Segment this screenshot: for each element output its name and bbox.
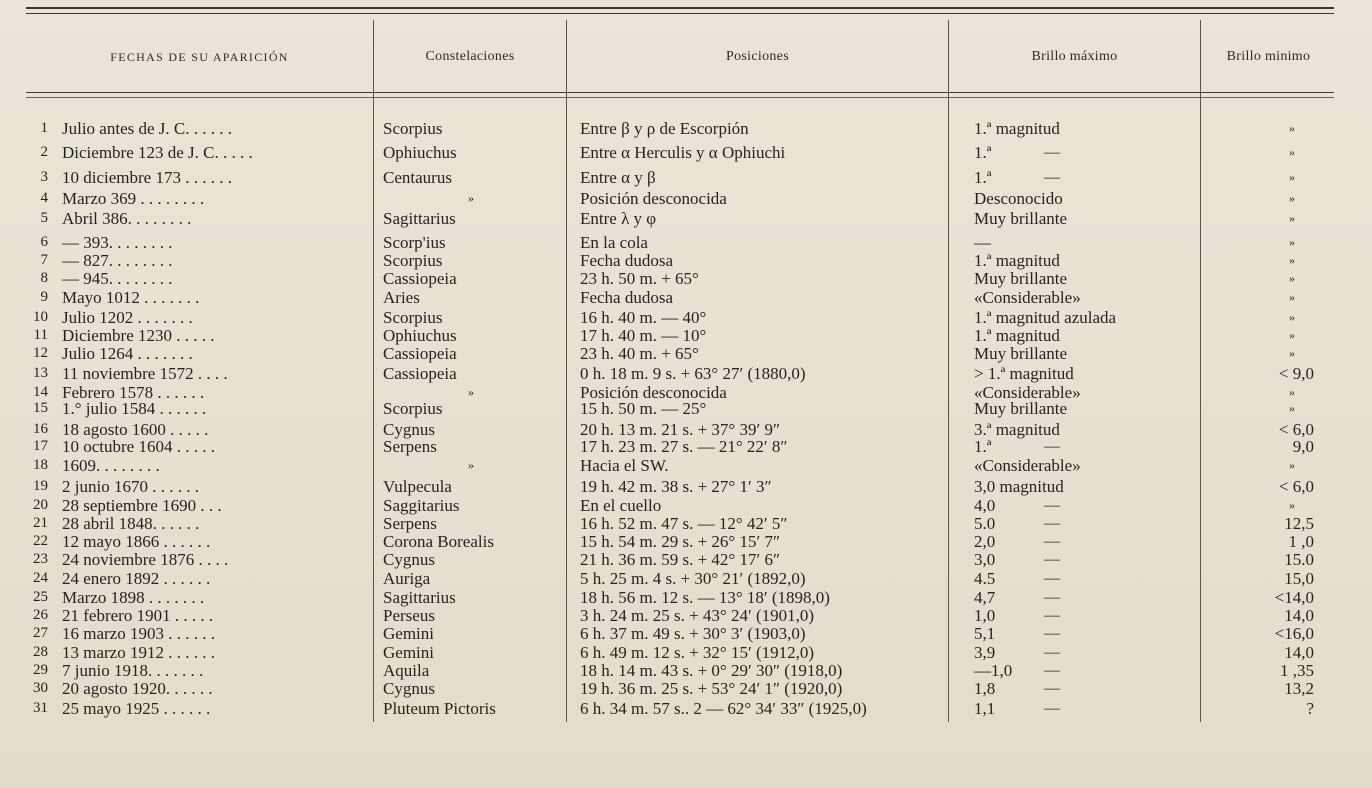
ditto-dash: — — [1044, 169, 1060, 186]
constelacion-cell: » — [468, 191, 474, 205]
brillo-maximo-cell: Muy brillante — [974, 344, 1068, 363]
posicion-cell: Entre β y ρ de Escorpión — [580, 119, 749, 138]
brillo-minimo-cell: 1 ,35 — [1280, 661, 1314, 680]
fecha-cell: Diciembre 123 de J. C. . . . . — [62, 143, 253, 162]
constelacion-cell: Sagittarius — [383, 209, 456, 228]
header-bottom-rule-2 — [26, 97, 1334, 98]
row-number: 31 — [33, 700, 48, 716]
fecha-cell: Marzo 1898 . . . . . . . — [62, 588, 205, 607]
row-number: 27 — [33, 625, 48, 641]
constelacion-cell: Gemini — [383, 643, 434, 662]
posicion-cell: 6 h. 37 m. 49 s. + 30° 3′ (1903,0) — [580, 624, 806, 643]
posicion-cell: 6 h. 49 m. 12 s. + 32° 15′ (1912,0) — [580, 643, 815, 662]
brillo-minimo-cell: » — [1289, 271, 1295, 285]
row-number: 12 — [33, 345, 48, 361]
fecha-cell: 12 mayo 1866 . . . . . . — [62, 532, 211, 551]
brillo-minimo-cell: » — [1289, 121, 1295, 135]
fecha-cell: 24 enero 1892 . . . . . . — [62, 569, 211, 588]
row-number: 20 — [33, 497, 48, 513]
constelacion-cell: Cygnus — [383, 550, 435, 569]
constelacion-cell: » — [468, 458, 474, 472]
brillo-minimo-cell: » — [1289, 310, 1295, 324]
table-row — [0, 662, 1372, 679]
brillo-maximo-cell: Desconocido — [974, 189, 1063, 208]
brillo-maximo-cell: 1,8 — [974, 679, 996, 698]
table-row — [0, 120, 1372, 137]
ditto-dash: — — [1044, 570, 1060, 587]
ditto-dash: — — [1044, 700, 1060, 717]
brillo-minimo-cell: 12,5 — [1284, 514, 1314, 533]
posicion-cell: 23 h. 50 m. + 65° — [580, 269, 699, 288]
ditto-dash: — — [1044, 589, 1060, 606]
brillo-maximo-cell: 1.ª magnitud — [974, 119, 1060, 138]
row-number: 25 — [33, 589, 48, 605]
posicion-cell: Entre α y β — [580, 168, 656, 187]
posicion-cell: 17 h. 40 m. — 10° — [580, 326, 707, 345]
fecha-cell: 2 junio 1670 . . . . . . — [62, 477, 199, 496]
row-number: 29 — [33, 662, 48, 678]
constelacion-cell: Scorpius — [383, 399, 443, 418]
posicion-cell: 23 h. 40 m. + 65° — [580, 344, 699, 363]
fecha-cell: 11 noviembre 1572 . . . . — [62, 364, 228, 383]
row-number: 22 — [33, 533, 48, 549]
posicion-cell: Fecha dudosa — [580, 251, 674, 270]
constelacion-cell: Ophiuchus — [383, 326, 457, 345]
fecha-cell: 28 septiembre 1690 . . . — [62, 496, 222, 515]
table-row — [0, 680, 1372, 697]
constelacion-cell: Saggitarius — [383, 496, 460, 515]
posicion-cell: 17 h. 23 m. 27 s. — 21° 22′ 8″ — [580, 437, 788, 456]
brillo-maximo-cell: 1,0 — [974, 606, 996, 625]
constelacion-cell: Ophiuchus — [383, 143, 457, 162]
constelacion-cell: Auriga — [383, 569, 431, 588]
fecha-cell: 28 abril 1848. . . . . . — [62, 514, 200, 533]
header-brillo-maximo-label: Brillo máximo — [1031, 49, 1118, 64]
fecha-cell: 1609. . . . . . . . — [62, 456, 160, 475]
table-row — [0, 289, 1372, 306]
posicion-cell: 15 h. 50 m. — 25° — [580, 399, 707, 418]
brillo-minimo-cell: » — [1289, 385, 1295, 399]
fecha-cell: Julio 1264 . . . . . . . — [62, 344, 193, 363]
table-row — [0, 234, 1372, 251]
constelacion-cell: Perseus — [383, 606, 435, 625]
table-row — [0, 210, 1372, 227]
ditto-dash: — — [1044, 680, 1060, 697]
constelacion-cell: Cassiopeia — [383, 269, 457, 288]
posicion-cell: 19 h. 36 m. 25 s. + 53° 24′ 1″ (1920,0) — [580, 679, 843, 698]
fecha-cell: 18 agosto 1600 . . . . . — [62, 420, 209, 439]
row-number: 16 — [33, 421, 48, 437]
brillo-maximo-cell: 2,0 — [974, 532, 996, 551]
constelacion-cell: Serpens — [383, 437, 437, 456]
brillo-minimo-cell: » — [1289, 235, 1295, 249]
fecha-cell: — 827. . . . . . . . — [62, 251, 173, 270]
brillo-minimo-cell: » — [1289, 253, 1295, 267]
fecha-cell: Abril 386. . . . . . . . — [62, 209, 192, 228]
brillo-minimo-cell: <14,0 — [1274, 588, 1314, 607]
row-number: 10 — [33, 309, 48, 325]
row-number: 7 — [40, 252, 48, 268]
ditto-dash: — — [1044, 625, 1060, 642]
header-constelaciones — [374, 20, 566, 94]
header-brillo-minimo — [1201, 20, 1336, 94]
constelacion-cell: Cygnus — [383, 679, 435, 698]
posicion-cell: 18 h. 14 m. 43 s. + 0° 29′ 30″ (1918,0) — [580, 661, 843, 680]
constelacion-cell: Corona Borealis — [383, 532, 494, 551]
posicion-cell: 18 h. 56 m. 12 s. — 13° 18′ (1898,0) — [580, 588, 830, 607]
row-number: 2 — [40, 144, 48, 160]
brillo-maximo-cell: — — [974, 233, 991, 252]
row-number: 14 — [33, 384, 48, 400]
fecha-cell: Mayo 1012 . . . . . . . — [62, 288, 200, 307]
posicion-cell: 20 h. 13 m. 21 s. + 37° 39′ 9″ — [580, 420, 781, 439]
brillo-minimo-cell: » — [1289, 290, 1295, 304]
posicion-cell: 21 h. 36 m. 59 s. + 42° 17′ 6″ — [580, 550, 781, 569]
constelacion-cell: Scorpius — [383, 251, 443, 270]
table-row — [0, 190, 1372, 207]
brillo-minimo-cell: » — [1289, 191, 1295, 205]
brillo-minimo-cell: 1 ,0 — [1288, 532, 1314, 551]
row-number: 1 — [40, 120, 48, 136]
ditto-dash: — — [1044, 551, 1060, 568]
table-row — [0, 144, 1372, 161]
constelacion-cell: » — [468, 385, 474, 399]
brillo-minimo-cell: » — [1289, 211, 1295, 225]
header-brillo-minimo-label: Brillo minimo — [1226, 49, 1311, 64]
posicion-cell: 6 h. 34 m. 57 s.. 2 — 62° 34′ 33″ (1925,0) — [580, 699, 867, 718]
fecha-cell: 21 febrero 1901 . . . . . — [62, 606, 214, 625]
constelacion-cell: Scorpius — [383, 119, 443, 138]
constelacion-cell: Centaurus — [383, 168, 452, 187]
brillo-minimo-cell: < 6,0 — [1278, 477, 1314, 496]
brillo-maximo-cell: 3.ª magnitud — [974, 420, 1060, 439]
table-row — [0, 365, 1372, 382]
brillo-maximo-cell: 1.ª — [974, 437, 992, 456]
table-row — [0, 457, 1372, 474]
brillo-minimo-cell: » — [1289, 170, 1295, 184]
brillo-minimo-cell: » — [1289, 145, 1295, 159]
fecha-cell: 25 mayo 1925 . . . . . . — [62, 699, 211, 718]
row-number: 28 — [33, 644, 48, 660]
constelacion-cell: Pluteum Pictoris — [383, 699, 496, 718]
row-number: 8 — [40, 270, 48, 286]
brillo-maximo-cell: 1,1 — [974, 699, 996, 718]
row-number: 21 — [33, 515, 48, 531]
fecha-cell: 1.° julio 1584 . . . . . . — [62, 399, 207, 418]
constelacion-cell: Cassiopeia — [383, 364, 457, 383]
header-posiciones — [567, 20, 948, 94]
posicion-cell: En la cola — [580, 233, 648, 252]
fecha-cell: Febrero 1578 . . . . . . — [62, 383, 205, 402]
brillo-minimo-cell: 14,0 — [1284, 643, 1314, 662]
header-brillo-maximo — [949, 20, 1200, 94]
table-row — [0, 700, 1372, 717]
row-number: 17 — [33, 438, 48, 454]
table-row — [0, 421, 1372, 438]
brillo-maximo-cell: Muy brillante — [974, 269, 1068, 288]
posicion-cell: Fecha dudosa — [580, 288, 674, 307]
brillo-minimo-cell: » — [1289, 401, 1295, 415]
fecha-cell: 10 octubre 1604 . . . . . — [62, 437, 215, 456]
brillo-maximo-cell: «Considerable» — [974, 456, 1081, 475]
top-rule — [26, 7, 1334, 9]
ditto-dash: — — [1044, 144, 1060, 161]
row-number: 24 — [33, 570, 48, 586]
constelacion-cell: Cassiopeia — [383, 344, 457, 363]
brillo-maximo-cell: Muy brillante — [974, 209, 1068, 228]
header-posiciones-label: Posiciones — [726, 49, 789, 64]
table-row — [0, 400, 1372, 417]
table-row — [0, 252, 1372, 269]
posicion-cell: 3 h. 24 m. 25 s. + 43° 24′ (1901,0) — [580, 606, 815, 625]
posicion-cell: 5 h. 25 m. 4 s. + 30° 21′ (1892,0) — [580, 569, 806, 588]
top-rule-thin — [26, 13, 1334, 14]
header-constelaciones-label: Constelaciones — [425, 49, 515, 64]
table-row — [0, 589, 1372, 606]
fecha-cell: 13 marzo 1912 . . . . . . — [62, 643, 215, 662]
row-number: 30 — [33, 680, 48, 696]
brillo-maximo-cell: 1.ª — [974, 143, 992, 162]
fecha-cell: Diciembre 1230 . . . . . — [62, 326, 215, 345]
table-row — [0, 309, 1372, 326]
ditto-dash: — — [1044, 515, 1060, 532]
table-row — [0, 644, 1372, 661]
brillo-maximo-cell: 5,1 — [974, 624, 996, 643]
brillo-maximo-cell: 3,0 — [974, 550, 996, 569]
posicion-cell: 0 h. 18 m. 9 s. + 63° 27′ (1880,0) — [580, 364, 806, 383]
brillo-maximo-cell: 3,9 — [974, 643, 996, 662]
fecha-cell: 20 agosto 1920. . . . . . — [62, 679, 213, 698]
brillo-maximo-cell: 4.5 — [974, 569, 996, 588]
brillo-minimo-cell: 15.0 — [1284, 550, 1314, 569]
brillo-maximo-cell: 1.ª — [974, 168, 992, 187]
brillo-maximo-cell: «Considerable» — [974, 383, 1081, 402]
fecha-cell: 10 diciembre 173 . . . . . . — [62, 168, 232, 187]
header-fechas — [26, 20, 373, 94]
row-number: 13 — [33, 365, 48, 381]
brillo-minimo-cell: 13,2 — [1284, 679, 1314, 698]
row-number: 15 — [33, 400, 48, 416]
brillo-maximo-cell: «Considerable» — [974, 288, 1081, 307]
table-row — [0, 533, 1372, 550]
brillo-maximo-cell: 3,0 magnitud — [974, 477, 1064, 496]
table-row — [0, 327, 1372, 344]
brillo-maximo-cell: Muy brillante — [974, 399, 1068, 418]
posicion-cell: 19 h. 42 m. 38 s. + 27° 1′ 3″ — [580, 477, 772, 496]
table-row — [0, 607, 1372, 624]
fecha-cell: 7 junio 1918. . . . . . . — [62, 661, 204, 680]
brillo-minimo-cell: » — [1289, 346, 1295, 360]
row-number: 6 — [40, 234, 48, 250]
table-row — [0, 551, 1372, 568]
row-number: 3 — [40, 169, 48, 185]
fecha-cell: Julio antes de J. C. . . . . . — [62, 119, 232, 138]
brillo-minimo-cell: » — [1289, 498, 1295, 512]
ditto-dash: — — [1044, 607, 1060, 624]
constelacion-cell: Scorpius — [383, 308, 443, 327]
fecha-cell: 24 noviembre 1876 . . . . — [62, 550, 229, 569]
constelacion-cell: Vulpecula — [383, 477, 452, 496]
table-row — [0, 497, 1372, 514]
brillo-maximo-cell: 5.0 — [974, 514, 996, 533]
fecha-cell: — 945. . . . . . . . — [62, 269, 173, 288]
posicion-cell: 16 h. 52 m. 47 s. — 12° 42′ 5″ — [580, 514, 788, 533]
ditto-dash: — — [1044, 497, 1060, 514]
row-number: 9 — [40, 289, 48, 305]
row-number: 19 — [33, 478, 48, 494]
constelacion-cell: Cygnus — [383, 420, 435, 439]
constelacion-cell: Sagittarius — [383, 588, 456, 607]
ditto-dash: — — [1044, 662, 1060, 679]
fecha-cell: — 393. . . . . . . . — [62, 233, 173, 252]
posicion-cell: Posición desconocida — [580, 189, 727, 208]
fecha-cell: Marzo 369 . . . . . . . . — [62, 189, 205, 208]
row-number: 23 — [33, 551, 48, 567]
fecha-cell: 16 marzo 1903 . . . . . . — [62, 624, 215, 643]
row-number: 4 — [40, 190, 48, 206]
posicion-cell: Posición desconocida — [580, 383, 727, 402]
table-row — [0, 515, 1372, 532]
posicion-cell: Entre α Herculis y α Ophiuchi — [580, 143, 786, 162]
table-row — [0, 345, 1372, 362]
brillo-minimo-cell: » — [1289, 328, 1295, 342]
posicion-cell: 16 h. 40 m. — 40° — [580, 308, 707, 327]
table-row — [0, 438, 1372, 455]
constelacion-cell: Gemini — [383, 624, 434, 643]
brillo-maximo-cell: 4,0 — [974, 496, 996, 515]
brillo-minimo-cell: » — [1289, 458, 1295, 472]
brillo-maximo-cell: > 1.ª magnitud — [974, 364, 1074, 383]
brillo-minimo-cell: < 6,0 — [1278, 420, 1314, 439]
constelacion-cell: Aries — [383, 288, 420, 307]
constelacion-cell: Serpens — [383, 514, 437, 533]
brillo-minimo-cell: 9,0 — [1292, 437, 1314, 456]
posicion-cell: Entre λ y φ — [580, 209, 657, 228]
constelacion-cell: Scorp'ius — [383, 233, 446, 252]
constelacion-cell: Aquila — [383, 661, 430, 680]
ditto-dash: — — [1044, 533, 1060, 550]
brillo-maximo-cell: 1.ª magnitud — [974, 326, 1060, 345]
table-row — [0, 270, 1372, 287]
brillo-maximo-cell: 1.ª magnitud azulada — [974, 308, 1117, 327]
brillo-minimo-cell: 14,0 — [1284, 606, 1314, 625]
posicion-cell: En el cuello — [580, 496, 662, 515]
fecha-cell: Julio 1202 . . . . . . . — [62, 308, 193, 327]
row-number: 5 — [40, 210, 48, 226]
brillo-minimo-cell: < 9,0 — [1278, 364, 1314, 383]
row-number: 18 — [33, 457, 48, 473]
posicion-cell: Hacia el SW. — [580, 456, 669, 475]
brillo-minimo-cell: ? — [1306, 699, 1314, 718]
table-row — [0, 625, 1372, 642]
table-row — [0, 169, 1372, 186]
ditto-dash: — — [1044, 644, 1060, 661]
brillo-maximo-cell: 4,7 — [974, 588, 996, 607]
brillo-maximo-cell: —1,0 — [974, 661, 1013, 680]
posicion-cell: 15 h. 54 m. 29 s. + 26° 15′ 7″ — [580, 532, 781, 551]
table-row — [0, 570, 1372, 587]
row-number: 26 — [33, 607, 48, 623]
table-row — [0, 478, 1372, 495]
row-number: 11 — [33, 327, 48, 343]
brillo-minimo-cell: 15,0 — [1284, 569, 1314, 588]
brillo-minimo-cell: <16,0 — [1274, 624, 1314, 643]
ditto-dash: — — [1044, 438, 1060, 455]
header-fechas-label: FECHAS DE SU APARICIÓN — [110, 49, 289, 64]
brillo-maximo-cell: 1.ª magnitud — [974, 251, 1060, 270]
